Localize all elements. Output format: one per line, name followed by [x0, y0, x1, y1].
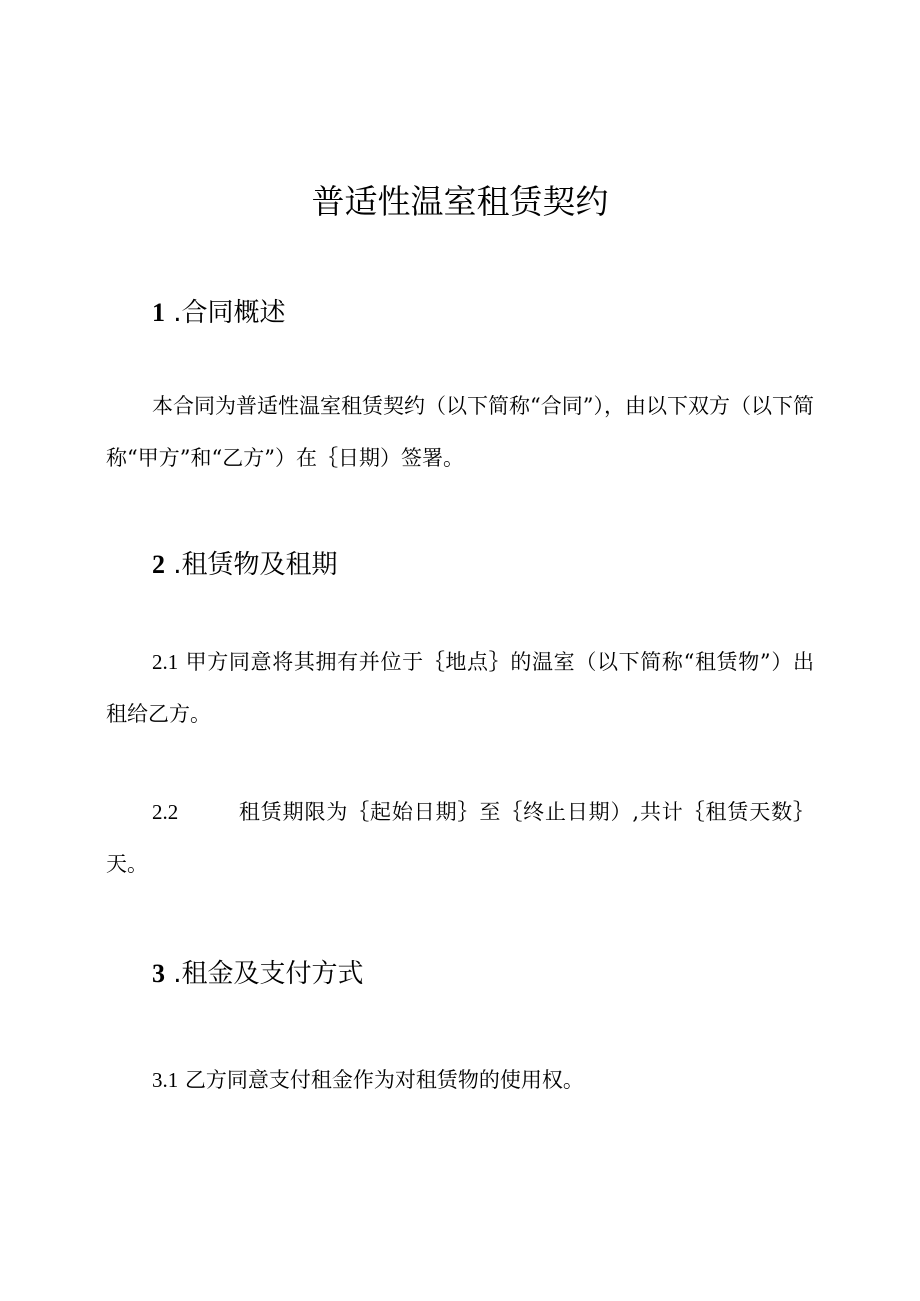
clause-text: 甲方同意将其拥有并位于｛地点｝的温室（以下简称“租赁物”）出租给乙方。 [106, 650, 814, 726]
clause-text: 乙方同意支付租金作为对租赁物的使用权。 [184, 1068, 584, 1092]
section-heading-1 [152, 293, 286, 333]
clause-2-2 [106, 786, 814, 890]
clause-number: 2.1 [152, 650, 179, 674]
clause-number: 2.2 [152, 800, 179, 824]
clause-3-1 [106, 1054, 814, 1106]
section-title: .租金及支付方式 [173, 959, 364, 989]
section-1-paragraph [106, 380, 814, 484]
section-heading-2 [152, 545, 338, 585]
section-title: .合同概述 [173, 298, 286, 328]
section-title: .租赁物及租期 [173, 550, 338, 580]
section-number: 2 [152, 550, 165, 579]
paragraph-text: 本合同为普适性温室租赁契约（以下简称“合同”），由以下双方（以下简称“甲方”和“乙方”）在｛日期）签署。 [106, 394, 814, 470]
clause-number: 3.1 [152, 1068, 179, 1092]
section-number: 3 [152, 959, 165, 988]
section-number: 1 [152, 298, 165, 327]
clause-2-1 [106, 636, 814, 740]
section-heading-3 [152, 954, 364, 994]
document-title: 普适性温室租赁契约 [311, 182, 609, 221]
clause-text: 租赁期限为｛起始日期｝至｛终止日期）,共计｛租赁天数｝天。 [106, 800, 814, 876]
